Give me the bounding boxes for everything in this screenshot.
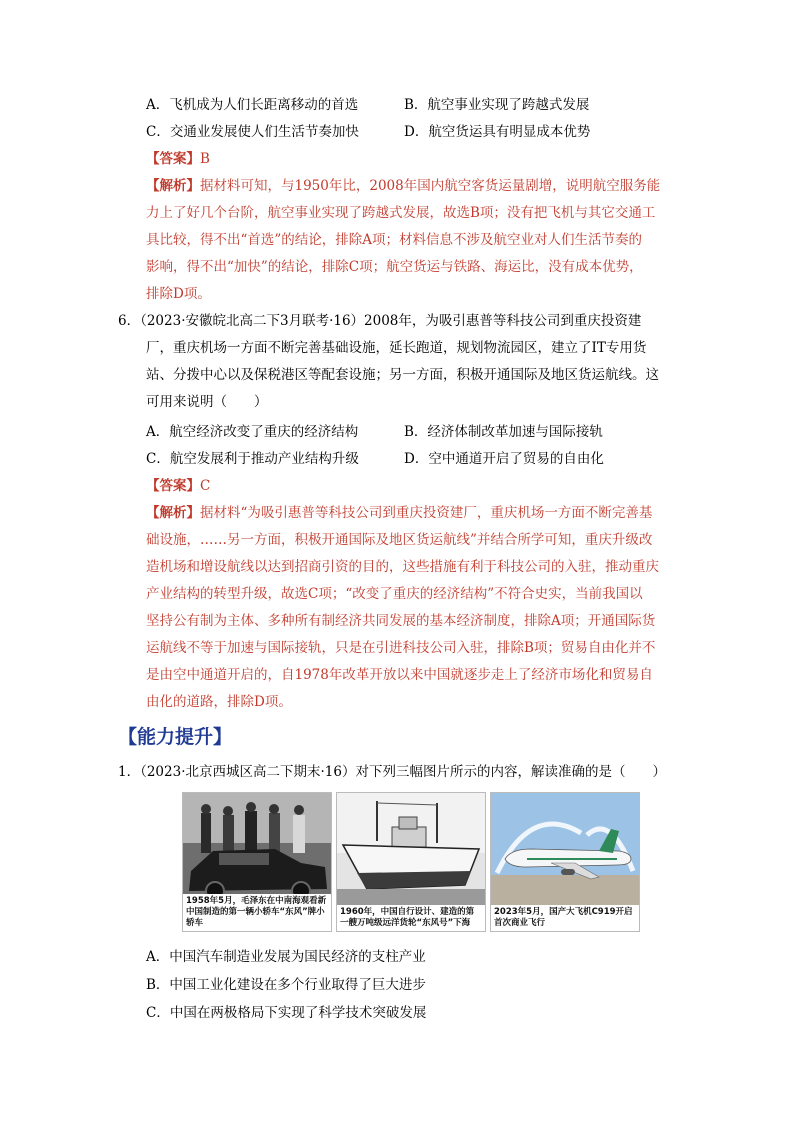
q6-analysis-line-2: 础设施，……另一方面，积极开通国际及地区货运航线”并结合所学可知，重庆升级改 xyxy=(146,532,653,548)
q5-analysis-line-1 xyxy=(146,177,660,195)
q6-analysis-tag: 【解析】 xyxy=(146,505,200,521)
q6-analysis-text: 据材料“为吸引惠普等科技公司到重庆投资建厂，重庆机场一方面不断完善基 xyxy=(200,505,653,521)
q5-option-b: B．航空事业实现了跨越式发展 xyxy=(404,97,590,113)
q6-stem-line-2: 厂，重庆机场一方面不断完善基础设施，延长跑道，规划物流园区，建立了IT专用货 xyxy=(146,340,647,356)
q5-analysis-line-2: 力上了好几个台阶，航空事业实现了跨越式发展，故选B项；没有把飞机与其它交通工 xyxy=(146,205,656,221)
q5-answer-value: B xyxy=(200,151,210,167)
figure-car-caption: 1958年5月，毛泽东在中南海观看新中国制造的第一辆小轿车“东风”牌小轿车 xyxy=(183,894,331,931)
q1-option-c: C．中国在两极格局下实现了科学技术突破发展 xyxy=(146,1005,427,1021)
figure-ship-photo xyxy=(336,792,486,932)
q5-option-d: D．航空货运具有明显成本优势 xyxy=(404,124,591,140)
q6-analysis-line-4: 产业结构的转型升级，故选C项；“改变了重庆的经济结构”不符合史实，当前我国以 xyxy=(146,586,643,602)
q5-analysis-line-4: 影响，得不出“加快”的结论，排除C项；航空货运与铁路、海运比，没有成本优势， xyxy=(146,259,643,275)
q1-option-a: A．中国汽车制造业发展为国民经济的支柱产业 xyxy=(146,949,426,965)
section-title: 【能力提升】 xyxy=(118,726,233,748)
q6-stem-line-3: 站、分拨中心以及保税港区等配套设施；另一方面，积极开通国际及地区货运航线。这 xyxy=(146,367,659,383)
q6-answer-tag: 【答案】 xyxy=(146,478,200,494)
q6-analysis-line-5: 坚持公有制为主体、多种所有制经济共同发展的基本经济制度，排除A项；开通国际货 xyxy=(146,613,656,629)
q5-analysis-tag: 【解析】 xyxy=(146,178,200,194)
q5-answer-tag: 【答案】 xyxy=(146,151,200,167)
q6-option-b: B．经济体制改革加速与国际接轨 xyxy=(404,424,603,440)
q5-answer xyxy=(146,150,210,168)
figure-plane-caption: 2023年5月，国产大飞机C919开启首次商业飞行 xyxy=(491,905,639,931)
q6-option-d: D．空中通道开启了贸易的自由化 xyxy=(404,451,604,467)
q6-analysis-line-7: 是由空中通道开启的，自1978年改革开放以来中国就逐步走上了经济市场化和贸易自 xyxy=(146,667,653,683)
q6-answer-value: C xyxy=(200,478,211,494)
q6-analysis-line-6: 运航线不等于加速与国际接轨，只是在引进科技公司入驻，排除B项；贸易自由化并不 xyxy=(146,640,656,656)
q6-stem-line-4: 可用来说明（ ） xyxy=(146,394,268,410)
q6-answer xyxy=(146,477,210,495)
q6-analysis-line-3: 造机场和增设航线以达到招商引资的目的，这些措施有利于科技公司的入驻，推动重庆 xyxy=(146,559,659,575)
figure-car-photo xyxy=(182,792,332,932)
q5-option-a: A．飞机成为人们长距离移动的首选 xyxy=(146,97,359,113)
q5-analysis-line-3: 具比较，得不出“首选”的结论，排除A项；材料信息不涉及航空业对人们生活节奏的 xyxy=(146,232,643,248)
figure-ship-caption: 1960年，中国自行设计、建造的第一艘万吨级远洋货轮“东风号”下海 xyxy=(337,905,485,931)
q6-analysis-line-1 xyxy=(146,504,652,522)
q5-analysis-text: 据材料可知，与1950年比，2008年国内航空客货运量剧增，说明航空服务能 xyxy=(200,178,661,194)
q1-option-b: B．中国工业化建设在多个行业取得了巨大进步 xyxy=(146,977,426,993)
q6-stem-line-1: 6．（2023·安徽皖北高二下3月联考·16）2008年，为吸引惠普等科技公司到重庆投资建 xyxy=(118,313,642,329)
q1-stem: 1．（2023·北京西城区高二下期末·16）对下列三幅图片所示的内容，解读准确的是（ ） xyxy=(118,764,666,780)
q6-analysis-line-8: 由化的道路，排除D项。 xyxy=(146,694,292,710)
q6-option-c: C．航空发展利于推动产业结构升级 xyxy=(146,451,359,467)
q5-option-c: C．交通业发展使人们生活节奏加快 xyxy=(146,124,359,140)
q5-analysis-line-5: 排除D项。 xyxy=(146,286,211,302)
figure-plane-photo xyxy=(490,792,640,932)
q6-option-a: A．航空经济改变了重庆的经济结构 xyxy=(146,424,359,440)
